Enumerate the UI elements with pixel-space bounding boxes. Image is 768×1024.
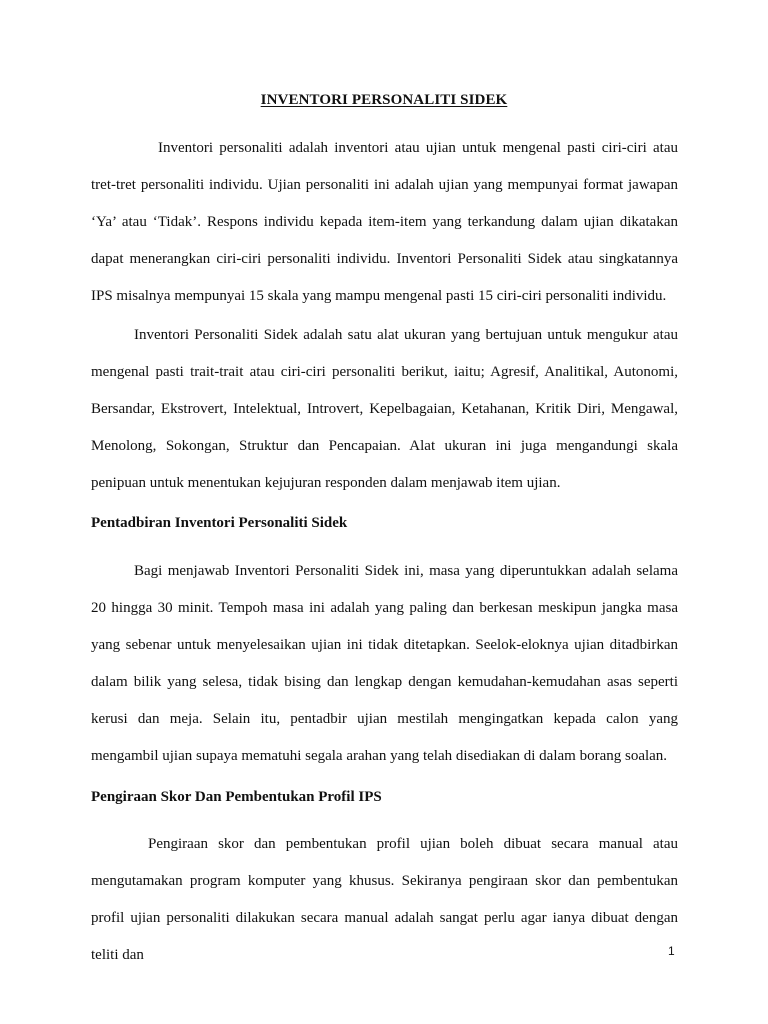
pentadbiran-paragraph: Bagi menjawab Inventori Personaliti Sidek ini, masa yang diperuntukkan adalah selama 20 hingga 30 minit. Tempoh masa ini adalah yang paling dan berkesan meskipun jangka masa yang sebenar untuk menyelesaikan ujian ini tidak ditetapkan. Seelok-eloknya ujian ditadbirkan dalam bilik yang selesa, tidak bising dan lengkap dengan kemudahan-kemudahan asas seperti kerusi dan meja. Selain itu, pentadbir ujian mestilah mengingatkan kepada calon yang mengambil ujian supaya mematuhi segala arahan yang telah disediakan di dalam borang soalan. — [91, 563, 678, 764]
intro-paragraph: Inventori personaliti adalah inventori atau ujian untuk mengenal pasti ciri-ciri atau tret-tret personaliti individu. Ujian personaliti ini adalah ujian yang mempunyai format jawapan ‘Ya’ atau ‘Tidak’. Respons individu kepada item-item yang terkandung dalam ujian dikatakan dapat menerangkan ciri-ciri personaliti individu. Inventori Personaliti Sidek atau singkatannya IPS misalnya mempunyai 15 skala yang mampu mengenal pasti 15 ciri-ciri personaliti individu. — [91, 140, 678, 304]
pengiraan-paragraph: Pengiraan skor dan pembentukan profil ujian boleh dibuat secara manual atau mengutamakan program komputer yang khusus. Sekiranya pengiraan skor dan pembentukan profil ujian personaliti dilakukan secara manual adalah sangat perlu agar ianya dibuat dengan teliti dan — [91, 836, 678, 963]
page-number: 1 — [668, 944, 675, 958]
section-heading-pentadbiran: Pentadbiran Inventori Personaliti Sidek — [91, 515, 348, 531]
document-title: INVENTORI PERSONALITI SIDEK — [260, 92, 508, 108]
traits-paragraph: Inventori Personaliti Sidek adalah satu alat ukuran yang bertujuan untuk mengukur atau mengenal pasti trait-trait atau ciri-ciri personaliti berikut, iaitu; Agresif, Analitikal, Autonomi, Bersandar, Ekstrovert, Intelektual, Introvert, Kepelbagaian, Ketahanan, Kritik Diri, Mengawal, Menolong, Sokongan, Struktur dan Pencapaian. Alat ukuran ini juga mengandungi skala penipuan untuk menentukan kejujuran responden dalam menjawab item ujian. — [91, 327, 678, 491]
section-heading-pengiraan: Pengiraan Skor Dan Pembentukan Profil IPS — [91, 789, 382, 805]
